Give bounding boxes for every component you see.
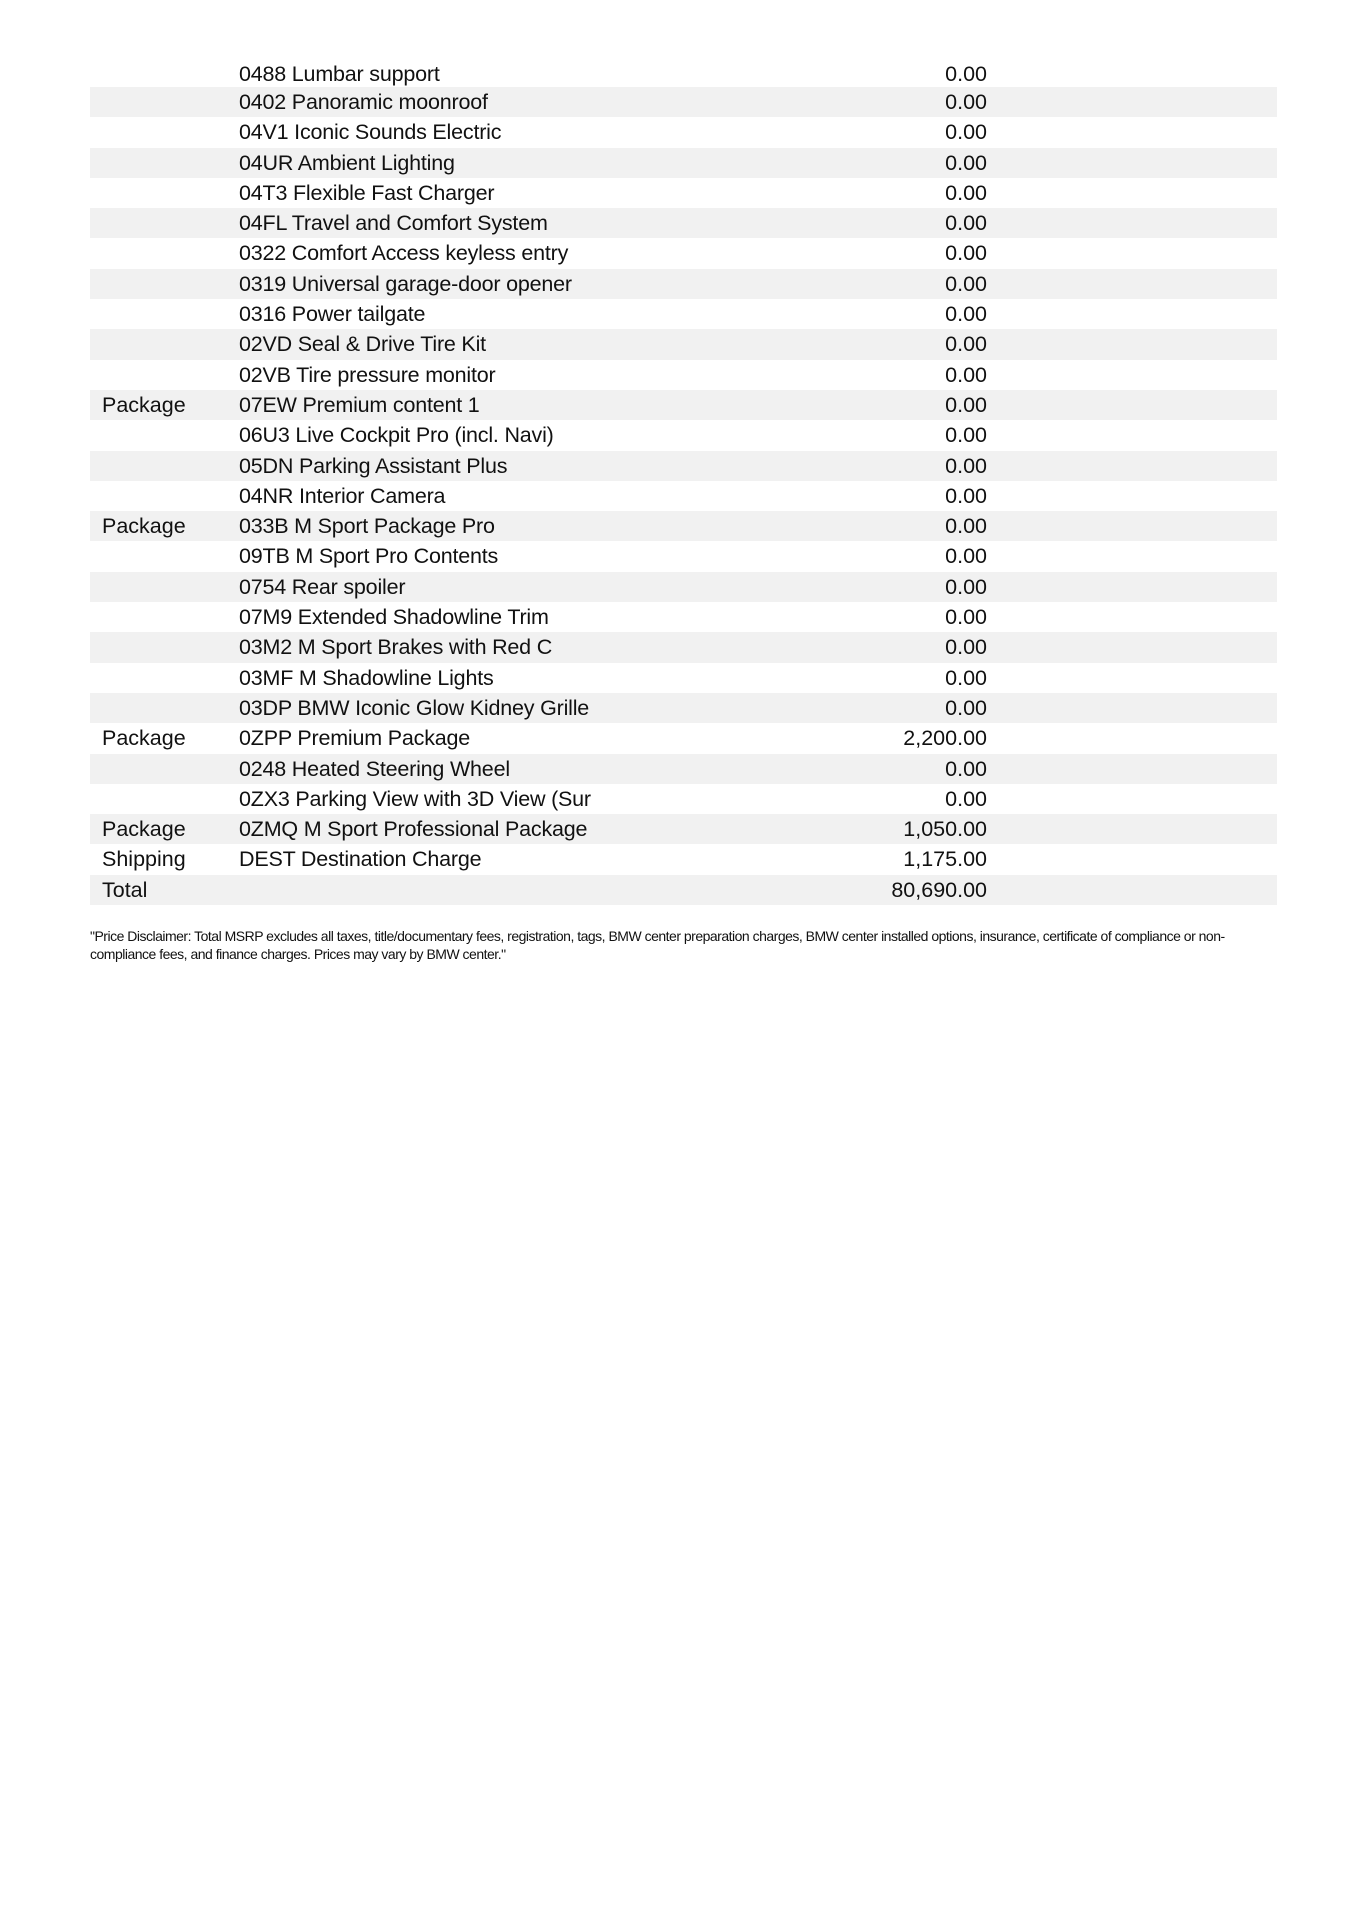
row-price: 0.00	[945, 756, 987, 781]
table-row	[90, 602, 1277, 632]
row-description: 05DN Parking Assistant Plus	[239, 453, 508, 478]
table-row	[90, 511, 1277, 541]
row-price: 0.00	[945, 362, 987, 387]
table-row	[90, 299, 1277, 329]
row-description: DEST Destination Charge	[239, 847, 482, 872]
table-row	[90, 87, 1277, 117]
row-type: Total	[102, 877, 148, 902]
row-description: 0ZX3 Parking View with 3D View (Sur	[239, 786, 591, 811]
row-description: 0322 Comfort Access keyless entry	[239, 241, 569, 266]
row-price: 1,050.00	[903, 817, 987, 842]
row-price: 0.00	[945, 695, 987, 720]
row-price: 0.00	[945, 241, 987, 266]
table-row	[90, 693, 1277, 723]
row-price: 80,690.00	[891, 877, 987, 902]
table-row	[90, 632, 1277, 662]
row-price: 0.00	[945, 62, 987, 86]
row-type: Package	[102, 392, 186, 417]
row-price: 0.00	[945, 332, 987, 357]
table-row	[90, 451, 1277, 481]
row-price: 0.00	[945, 90, 987, 114]
row-price: 0.00	[945, 211, 987, 236]
table-row	[90, 329, 1277, 359]
row-description: 04NR Interior Camera	[239, 483, 446, 508]
row-description: 0316 Power tailgate	[239, 302, 426, 327]
row-price: 0.00	[945, 605, 987, 630]
row-price: 0.00	[945, 180, 987, 205]
row-price: 0.00	[945, 302, 987, 327]
row-type: Package	[102, 514, 186, 539]
table-row	[90, 481, 1277, 511]
row-price: 0.00	[945, 453, 987, 478]
table-row	[90, 844, 1277, 874]
row-price: 0.00	[945, 271, 987, 296]
table-row	[90, 723, 1277, 753]
row-price: 0.00	[945, 150, 987, 175]
table-row	[90, 875, 1277, 905]
row-description: 02VD Seal & Drive Tire Kit	[239, 332, 486, 357]
row-description: 0402 Panoramic moonroof	[239, 90, 488, 114]
row-price: 1,175.00	[903, 847, 987, 872]
row-description: 0754 Rear spoiler	[239, 574, 406, 599]
row-description: 03MF M Shadowline Lights	[239, 665, 494, 690]
table-row	[90, 814, 1277, 844]
table-row	[90, 360, 1277, 390]
row-description: 09TB M Sport Pro Contents	[239, 544, 499, 569]
row-price: 0.00	[945, 574, 987, 599]
row-description: 04T3 Flexible Fast Charger	[239, 180, 495, 205]
price-table	[90, 63, 1277, 905]
table-row	[90, 541, 1277, 571]
table-row	[90, 117, 1277, 147]
row-description: 04FL Travel and Comfort System	[239, 211, 548, 236]
row-description: 0488 Lumbar support	[239, 62, 440, 86]
table-row	[90, 148, 1277, 178]
row-description: 0ZMQ M Sport Professional Package	[239, 817, 588, 842]
row-description: 07M9 Extended Shadowline Trim	[239, 605, 549, 630]
row-description: 033B M Sport Package Pro	[239, 514, 495, 539]
row-price: 0.00	[945, 423, 987, 448]
row-description: 03M2 M Sport Brakes with Red C	[239, 635, 553, 660]
table-row	[90, 784, 1277, 814]
table-row	[90, 208, 1277, 238]
row-description: 07EW Premium content 1	[239, 392, 480, 417]
row-price: 0.00	[945, 392, 987, 417]
row-description: 06U3 Live Cockpit Pro (incl. Navi)	[239, 423, 554, 448]
row-description: 03DP BMW Iconic Glow Kidney Grille	[239, 695, 590, 720]
row-description: 02VB Tire pressure monitor	[239, 362, 496, 387]
row-price: 0.00	[945, 786, 987, 811]
row-type: Package	[102, 817, 186, 842]
table-row	[90, 572, 1277, 602]
table-row	[90, 754, 1277, 784]
row-description: 04V1 Iconic Sounds Electric	[239, 120, 502, 145]
table-row	[90, 238, 1277, 268]
row-price: 0.00	[945, 120, 987, 145]
row-price: 0.00	[945, 635, 987, 660]
table-row	[90, 420, 1277, 450]
row-price: 0.00	[945, 665, 987, 690]
row-price: 0.00	[945, 514, 987, 539]
row-description: 04UR Ambient Lighting	[239, 150, 455, 175]
table-row	[90, 663, 1277, 693]
row-type: Shipping	[102, 847, 186, 872]
row-price: 2,200.00	[903, 726, 987, 751]
row-price: 0.00	[945, 544, 987, 569]
table-row	[90, 63, 1277, 87]
row-price: 0.00	[945, 483, 987, 508]
row-description: 0248 Heated Steering Wheel	[239, 756, 510, 781]
row-type: Package	[102, 726, 186, 751]
table-row	[90, 269, 1277, 299]
table-row	[90, 390, 1277, 420]
table-row	[90, 178, 1277, 208]
row-description: 0319 Universal garage-door opener	[239, 271, 572, 296]
row-description: 0ZPP Premium Package	[239, 726, 471, 751]
price-disclaimer: "Price Disclaimer: Total MSRP excludes all taxes, title/documentary fees, registration, tags, BMW center preparation charges, BMW center installed options, insurance, certificate of compliance or non-compliance fees, and finance charges. Prices may vary by BMW center."	[90, 928, 1225, 962]
